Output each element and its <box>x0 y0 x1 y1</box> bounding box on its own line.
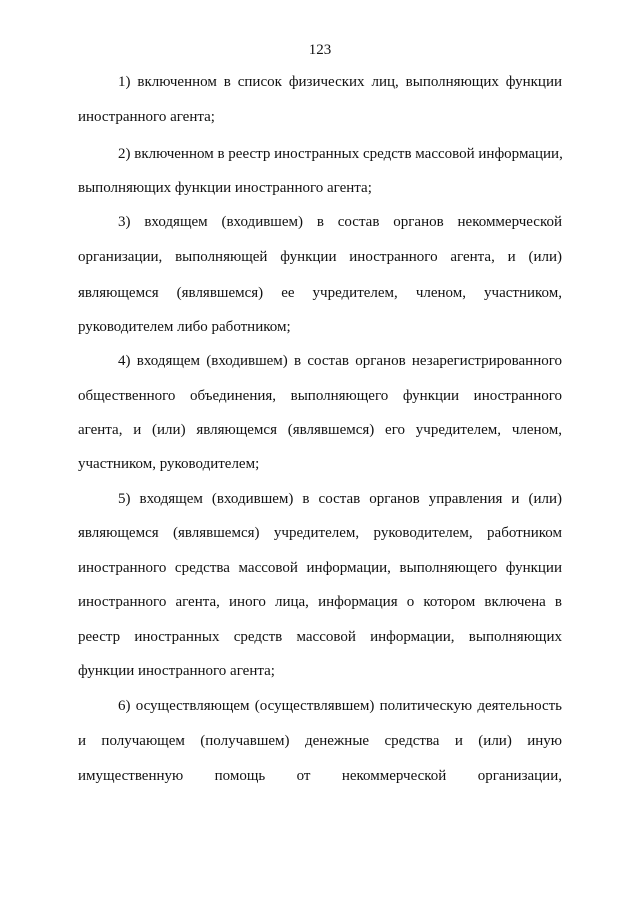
item-3-line-3: являющемся (являвшемся) ее учредителем, членом, участником, <box>78 285 562 301</box>
item-5-line-2: являющемся (являвшемся) учредителем, руководителем, работником <box>78 525 562 541</box>
item-4-line-1: 4) входящем (входившем) в состав органов незарегистрированного <box>118 353 562 369</box>
item-2-line-2: выполняющих функции иностранного агента; <box>78 180 372 196</box>
item-1-line-2: иностранного агента; <box>78 109 215 125</box>
item-2-line-1: 2) включенном в реестр иностранных средств массовой информации, <box>118 146 563 162</box>
item-6-line-3: имущественную помощь от некоммерческой организации, <box>78 768 562 784</box>
item-5-line-1: 5) входящем (входившем) в состав органов управления и (или) <box>118 491 562 507</box>
item-5-line-6: функции иностранного агента; <box>78 663 275 679</box>
item-4-line-2: общественного объединения, выполняющего функции иностранного <box>78 388 562 404</box>
item-5-line-4: иностранного агента, иного лица, информация о котором включена в <box>78 594 562 610</box>
item-5-line-5: реестр иностранных средств массовой информации, выполняющих <box>78 629 562 645</box>
item-3-line-1: 3) входящем (входившем) в состав органов некоммерческой <box>118 214 562 230</box>
item-4-line-3: агента, и (или) являющемся (являвшемся) его учредителем, членом, <box>78 422 562 438</box>
item-6-line-2: и получающем (получавшем) денежные средства и (или) иную <box>78 733 562 749</box>
item-3-line-4: руководителем либо работником; <box>78 319 291 335</box>
item-3-line-2: организации, выполняющей функции иностранного агента, и (или) <box>78 249 562 265</box>
page-number: 123 <box>308 42 332 58</box>
item-5-line-3: иностранного средства массовой информации, выполняющего функции <box>78 560 562 576</box>
item-6-line-1: 6) осуществляющем (осуществлявшем) политическую деятельность <box>118 698 562 714</box>
item-4-line-4: участником, руководителем; <box>78 456 260 472</box>
item-1-line-1: 1) включенном в список физических лиц, выполняющих функции <box>118 74 562 90</box>
